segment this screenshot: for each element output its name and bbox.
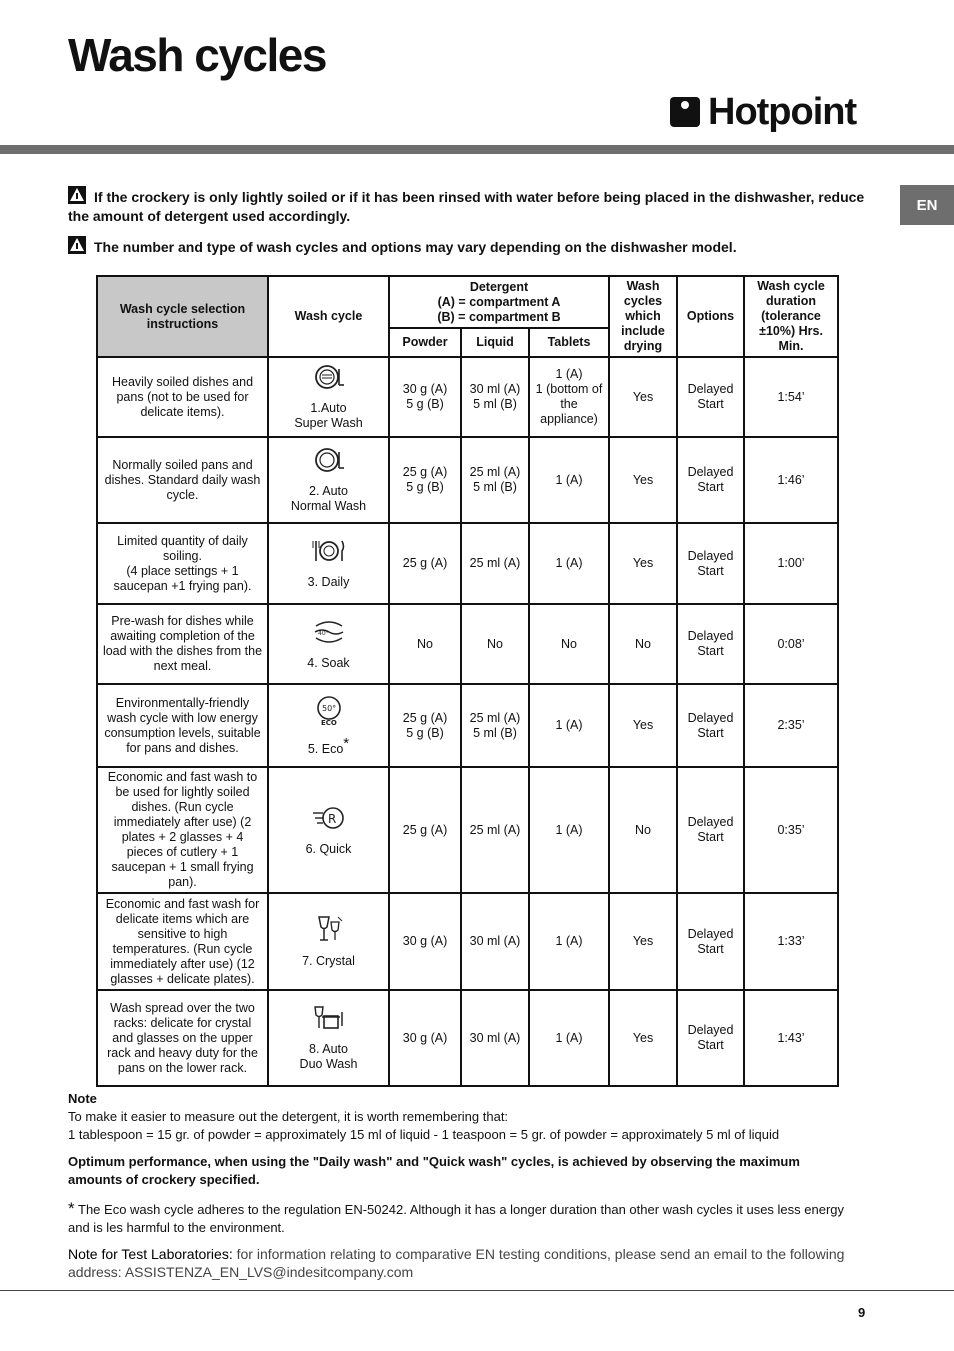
wash-cycle-name-wrap: [307, 734, 350, 757]
wash-cycle-name: 4. Soak: [307, 655, 350, 670]
tablets-amount: 1 (A): [529, 523, 609, 604]
wash-cycle-cell: [268, 357, 389, 437]
svg-text:ECO: ECO: [320, 718, 337, 726]
header-wash-cycle: Wash cycle: [268, 276, 389, 357]
brand-logo: [670, 92, 856, 132]
cycle-instructions: Limited quantity of daily soiling. (4 place settings + 1 saucepan +1 frying pan).: [97, 523, 268, 604]
cycle-instructions: Pre-wash for dishes while awaiting completion of the load with the dishes from the next meal.: [97, 604, 268, 684]
wash-cycle-cell: [268, 604, 389, 684]
page-title: Wash cycles: [68, 29, 326, 81]
tablets-amount: 1 (A): [529, 684, 609, 767]
duration-value: 1:33’: [744, 893, 838, 990]
table-row: [97, 684, 838, 767]
powder-amount: 30 g (A): [389, 893, 461, 990]
svg-text:40°: 40°: [317, 629, 329, 637]
wash-cycle-cell: [268, 437, 389, 523]
wash-cycle-name: 3. Daily: [307, 575, 350, 589]
header-detergent: Detergent (A) = compartment A (B) = compartment B: [389, 276, 609, 328]
brand-name: Hotpoint: [708, 90, 857, 133]
language-tab: EN: [900, 185, 954, 225]
wash-cycles-table: [96, 275, 839, 1087]
note-section: [68, 1090, 848, 1144]
liquid-amount: 25 ml (A) 5 ml (B): [461, 684, 529, 767]
liquid-amount: 30 ml (A) 5 ml (B): [461, 357, 529, 437]
options-value: Delayed Start: [677, 357, 744, 437]
options-value: Delayed Start: [677, 523, 744, 604]
cycle-instructions: Economic and fast wash for delicate items which are sensitive to high temperatures. (Run cycle immediately after use) (12 glasses + delicate plates).: [97, 893, 268, 990]
cycle-instructions: Environmentally-friendly wash cycle with low energy consumption levels, suitable for pans and dishes.: [97, 684, 268, 767]
optimum-performance-note: Optimum performance, when using the "Daily wash" and "Quick wash" cycles, is achieved by observing the maximum amounts of crockery specified.: [68, 1154, 800, 1187]
drying-value: Yes: [609, 990, 677, 1086]
page-number: 9: [858, 1305, 866, 1320]
powder-amount: 25 g (A) 5 g (B): [389, 684, 461, 767]
drying-value: Yes: [609, 523, 677, 604]
test-laboratories-note: [68, 1245, 848, 1281]
footer-divider: [0, 1290, 954, 1291]
daily-icon: [273, 537, 384, 569]
wash-cycle-cell: [268, 893, 389, 990]
eco-asterisk: *: [343, 734, 350, 752]
powder-amount: 25 g (A): [389, 767, 461, 893]
wash-cycle-cell: [268, 684, 389, 767]
table-row: [97, 990, 838, 1086]
duration-value: 0:08’: [744, 604, 838, 684]
powder-amount: No: [389, 604, 461, 684]
test-laboratories-text: for information relating to comparative EN testing conditions, please send an email to the following address: ASSISTENZA_EN_LVS@indesitcompany.com: [68, 1246, 845, 1280]
drying-value: Yes: [609, 357, 677, 437]
tablets-amount: No: [529, 604, 609, 684]
wash-cycle-name: 8. Auto Duo Wash: [299, 1042, 358, 1071]
tablets-amount: 1 (A): [529, 893, 609, 990]
options-value: Delayed Start: [677, 767, 744, 893]
powder-amount: 25 g (A) 5 g (B): [389, 437, 461, 523]
table-row: [97, 604, 838, 684]
wash-cycle-cell: [268, 523, 389, 604]
wash-cycle-name: 5. Eco: [307, 742, 344, 757]
header-powder: Powder: [389, 328, 461, 357]
wash-cycle-cell: [268, 990, 389, 1086]
tablets-amount: 1 (A) 1 (bottom of the appliance): [529, 357, 609, 437]
liquid-amount: No: [461, 604, 529, 684]
cycle-instructions: Economic and fast wash to be used for lightly soiled dishes. (Run cycle immediately after use) (2 plates + 2 glasses + 4 pieces of cutlery + 1 saucepan + 1 small frying pan).: [97, 767, 268, 893]
table-row: [97, 893, 838, 990]
warning-icon: [68, 186, 86, 204]
svg-text:50°: 50°: [321, 703, 336, 713]
duration-value: 1:46’: [744, 437, 838, 523]
quick-icon: [273, 804, 384, 836]
note-line-2: 1 tablespoon = 15 gr. of powder = approximately 15 ml of liquid - 1 teaspoon = 5 gr. of powder = approximately 5 ml of liquid: [68, 1127, 780, 1142]
tablets-amount: 1 (A): [529, 767, 609, 893]
note-heading: Note: [68, 1091, 97, 1106]
options-value: Delayed Start: [677, 893, 744, 990]
wash-cycle-name: 2. Auto Normal Wash: [290, 484, 367, 513]
liquid-amount: 25 ml (A): [461, 767, 529, 893]
duration-value: 0:35’: [744, 767, 838, 893]
liquid-amount: 30 ml (A): [461, 990, 529, 1086]
duration-value: 1:00’: [744, 523, 838, 604]
header-liquid: Liquid: [461, 328, 529, 357]
hotpoint-mark-icon: [670, 97, 700, 127]
table-row: [97, 523, 838, 604]
test-laboratories-label: Note for Test Laboratories:: [68, 1246, 233, 1262]
eco-footnote: [68, 1200, 848, 1237]
tablets-amount: 1 (A): [529, 437, 609, 523]
header-divider: [0, 145, 954, 154]
auto-duo-wash-icon: [273, 1004, 384, 1036]
table-row: [97, 767, 838, 893]
header-tablets: Tablets: [529, 328, 609, 357]
warning-model-variation: The number and type of wash cycles and options may vary depending on the dishwasher model.: [68, 236, 868, 257]
drying-value: Yes: [609, 684, 677, 767]
warning-icon: [68, 236, 86, 254]
options-value: Delayed Start: [677, 604, 744, 684]
soak-icon: [273, 618, 384, 650]
duration-value: 1:43’: [744, 990, 838, 1086]
header-drying: Wash cycles which include drying: [609, 276, 677, 357]
options-value: Delayed Start: [677, 990, 744, 1086]
cycle-instructions: Heavily soiled dishes and pans (not to be used for delicate items).: [97, 357, 268, 437]
wash-cycle-name: 7. Crystal: [302, 954, 355, 968]
liquid-amount: 25 ml (A): [461, 523, 529, 604]
header-duration: Wash cycle duration (tolerance ±10%) Hrs. Min.: [744, 276, 838, 357]
auto-normal-wash-icon: [273, 446, 384, 478]
duration-value: 1:54’: [744, 357, 838, 437]
wash-cycle-name: 6. Quick: [305, 841, 352, 856]
crystal-icon: [273, 914, 384, 948]
warning-lightly-soiled: If the crockery is only lightly soiled or if it has been rinsed with water before being placed in the dishwasher, reduce the amount of detergent used accordingly.: [68, 186, 868, 226]
drying-value: Yes: [609, 893, 677, 990]
eco-footnote-mark: *: [68, 1199, 75, 1218]
wash-cycle-cell: [268, 767, 389, 893]
note-line-1: To make it easier to measure out the detergent, it is worth remembering that:: [68, 1109, 509, 1124]
options-value: Delayed Start: [677, 437, 744, 523]
liquid-amount: 25 ml (A) 5 ml (B): [461, 437, 529, 523]
table-row: [97, 357, 838, 437]
eco-icon: [273, 694, 384, 730]
cycle-instructions: Wash spread over the two racks: delicate for crystal and glasses on the upper rack and heavy duty for the pans on the lower rack.: [97, 990, 268, 1086]
tablets-amount: 1 (A): [529, 990, 609, 1086]
wash-cycle-name: 1.Auto Super Wash: [294, 401, 363, 430]
eco-footnote-text: The Eco wash cycle adheres to the regulation EN-50242. Although it has a longer duration than other wash cycles it uses less energy and is les harmful to the environment.: [68, 1202, 845, 1235]
liquid-amount: 30 ml (A): [461, 893, 529, 990]
duration-value: 2:35’: [744, 684, 838, 767]
cycle-instructions: Normally soiled pans and dishes. Standard daily wash cycle.: [97, 437, 268, 523]
drying-value: No: [609, 604, 677, 684]
svg-text:R: R: [327, 811, 336, 826]
auto-super-wash-icon: [273, 363, 384, 395]
header-instructions: Wash cycle selection instructions: [97, 276, 268, 357]
drying-value: No: [609, 767, 677, 893]
drying-value: Yes: [609, 437, 677, 523]
powder-amount: 30 g (A): [389, 990, 461, 1086]
table-row: [97, 437, 838, 523]
options-value: Delayed Start: [677, 684, 744, 767]
powder-amount: 25 g (A): [389, 523, 461, 604]
header-options: Options: [677, 276, 744, 357]
powder-amount: 30 g (A) 5 g (B): [389, 357, 461, 437]
